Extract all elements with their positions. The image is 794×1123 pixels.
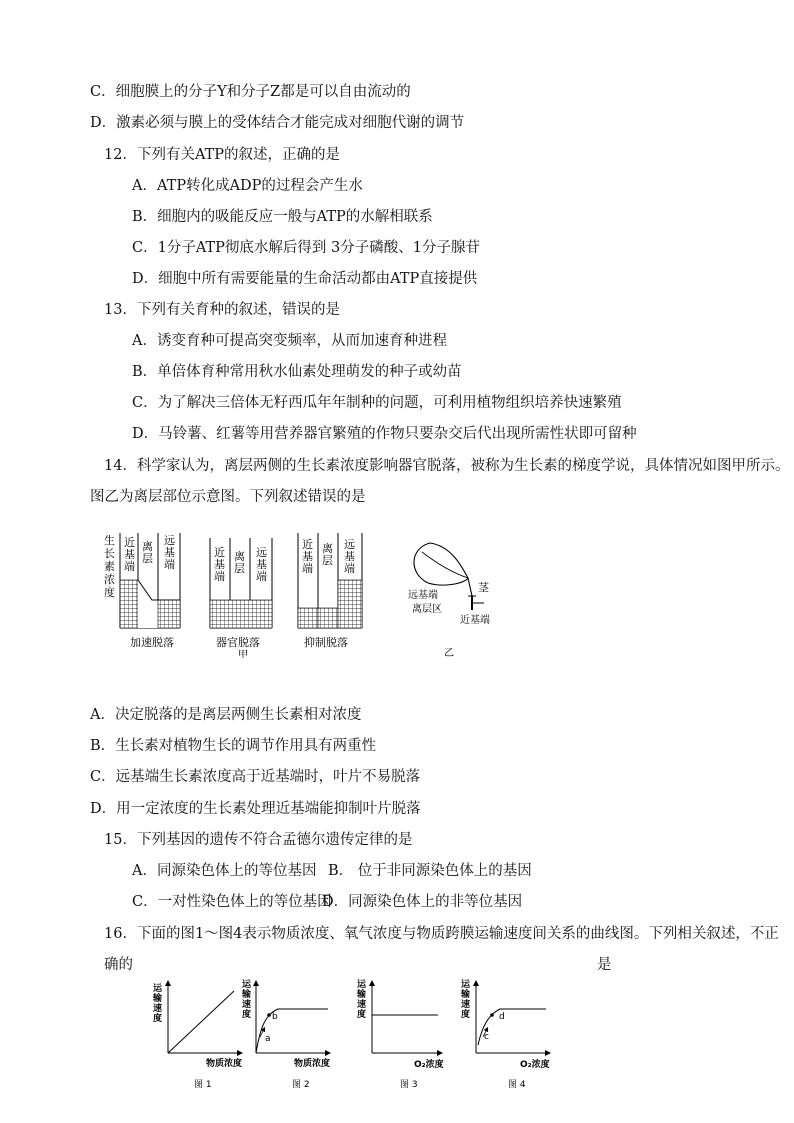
svg-text:端: 端 [344, 562, 355, 575]
q11-option-d: D．激素必须与膜上的受体结合才能完成对细胞代谢的调节 [90, 115, 465, 131]
svg-text:远: 远 [344, 538, 355, 551]
jia-ylabel-char: 长 [104, 547, 115, 560]
q14-option-a: A．决定脱落的是离层两侧生长素相对浓度 [90, 707, 362, 723]
jia-ylabel-char: 浓 [104, 573, 115, 586]
svg-text:基: 基 [214, 558, 225, 571]
svg-text:基: 基 [344, 550, 355, 563]
q12-option-a: A．ATP转化成ADP的过程会产生水 [132, 178, 363, 194]
label-c: c [484, 1032, 489, 1042]
q14-stem-line2: 图乙为离层部位示意图。下列叙述错误的是 [90, 489, 366, 505]
graph-1 [152, 982, 242, 1090]
q15-option-b: B． 位于非同源染色体上的基因 [328, 863, 532, 879]
svg-text:运: 运 [242, 980, 252, 990]
graph4-xlabel: O₂浓度 [520, 1060, 550, 1070]
figure-yi [400, 538, 510, 658]
q13-option-b: B．单倍体育种常用秋水仙素处理萌发的种子或幼苗 [132, 364, 462, 380]
yi-caption: 乙 [444, 648, 454, 658]
q16-stem-line2b: 是 [597, 957, 612, 973]
q15-option-d: D．同源染色体上的非等位基因 [322, 894, 523, 910]
q14-option-b: B．生长素对植物生长的调节作用具有两重性 [90, 738, 377, 754]
svg-text:近: 近 [214, 546, 225, 559]
graph3-xlabel: O₂浓度 [414, 1060, 444, 1070]
q15-option-c: C．一对性染色体上的等位基因 [132, 894, 332, 910]
svg-text:端: 端 [302, 562, 313, 575]
q14-option-c: C．远基端生长素浓度高于近基端时，叶片不易脱落 [90, 769, 421, 785]
svg-text:输: 输 [153, 994, 163, 1004]
svg-text:输: 输 [357, 990, 367, 1000]
svg-text:运: 运 [357, 980, 367, 990]
q12-stem: 12．下列有关ATP的叙述，正确的是 [104, 147, 341, 163]
svg-text:基: 基 [256, 558, 267, 571]
label-b: b [272, 1012, 278, 1022]
svg-text:远: 远 [256, 546, 267, 559]
svg-text:离: 离 [322, 542, 333, 555]
svg-text:层: 层 [142, 552, 153, 565]
yi-far-label: 远基端 [408, 590, 438, 601]
near-label: 近 [124, 536, 135, 549]
q16-stem-line2a: 确的 [104, 957, 133, 973]
label-a: a [265, 1034, 271, 1044]
svg-text:层: 层 [322, 554, 333, 567]
graph3-caption: 图 3 [400, 1080, 418, 1090]
jia-panel-accelerate [120, 533, 180, 649]
graph1-xlabel: 物质浓度 [206, 1059, 243, 1069]
svg-text:速: 速 [242, 1000, 252, 1010]
graph-2 [241, 978, 330, 1090]
q13-option-c: C．为了解决三倍体无籽西瓜年年制种的问题，可利用植物组织培养快速繁殖 [132, 395, 622, 411]
jia-caption: 甲 [238, 650, 248, 658]
yi-zone-label: 离层区 [412, 604, 442, 615]
svg-text:速: 速 [357, 1000, 367, 1010]
jia-panel-inhibit [298, 533, 362, 649]
graph2-xlabel: 物质浓度 [294, 1059, 331, 1069]
svg-text:运: 运 [461, 980, 471, 990]
svg-text:度: 度 [242, 1010, 252, 1020]
svg-text:基: 基 [124, 548, 135, 561]
svg-text:近: 近 [302, 538, 313, 551]
q12-option-c: C．1分子ATP彻底水解后得到 3分子磷酸、1分子腺苷 [132, 240, 480, 256]
svg-text:端: 端 [164, 558, 175, 571]
svg-text:输: 输 [461, 990, 471, 1000]
svg-text:运: 运 [153, 984, 163, 994]
q16-stem-line1: 16．下面的图1～图4表示物质浓度、氧气浓度与物质跨膜运输速度间关系的曲线图。下列相关叙述，不正 [104, 926, 779, 942]
q13-option-d: D．马铃薯、红薯等用营养器官繁殖的作物只要杂交后代出现所需性状即可留种 [132, 426, 637, 442]
svg-text:端: 端 [124, 560, 135, 573]
graph-3 [356, 978, 444, 1090]
q11-option-c: C．细胞膜上的分子Y和分子Z都是可以自由流动的 [90, 84, 411, 100]
svg-text:速: 速 [153, 1004, 163, 1014]
panel2-caption: 器官脱落 [216, 636, 260, 649]
svg-text:基: 基 [302, 550, 313, 563]
svg-text:度: 度 [461, 1010, 471, 1020]
q12-option-d: D．细胞中所有需要能量的生命活动都由ATP直接提供 [132, 271, 478, 287]
panel1-caption: 加速脱落 [130, 636, 174, 649]
figure-jia [100, 528, 400, 658]
jia-panel-organ [210, 538, 272, 658]
svg-text:输: 输 [242, 990, 252, 1000]
svg-text:度: 度 [153, 1014, 163, 1024]
svg-text:离: 离 [234, 550, 245, 563]
yi-stem-label: 茎 [478, 581, 489, 594]
svg-text:速: 速 [461, 1000, 471, 1010]
q12-option-b: B．细胞内的吸能反应一般与ATP的水解相联系 [132, 209, 433, 225]
jia-ylabel-char: 度 [104, 586, 115, 599]
svg-text:度: 度 [357, 1010, 367, 1020]
svg-text:基: 基 [164, 546, 175, 559]
svg-text:端: 端 [214, 570, 225, 583]
graph2-caption: 图 2 [292, 1080, 310, 1090]
q15-stem: 15．下列基因的遗传不符合孟德尔遗传定律的是 [104, 832, 413, 848]
panel3-caption: 抑制脱落 [304, 636, 348, 649]
q14-option-d: D．用一定浓度的生长素处理近基端能抑制叶片脱落 [90, 801, 421, 817]
yi-near-label: 近基端 [460, 615, 490, 626]
graph4-caption: 图 4 [508, 1080, 526, 1090]
jia-ylabel-char: 素 [104, 560, 115, 573]
q16-graphs [148, 975, 568, 1095]
label-d: d [499, 1012, 505, 1022]
q15-option-a: A．同源染色体上的等位基因 [132, 863, 317, 879]
graph1-caption: 图 1 [194, 1080, 212, 1090]
svg-text:端: 端 [256, 570, 267, 583]
svg-text:层: 层 [234, 562, 245, 575]
leaf-icon [414, 543, 472, 596]
graph-4 [460, 978, 550, 1090]
q13-stem: 13．下列有关育种的叙述，错误的是 [104, 302, 340, 318]
jia-ylabel [104, 533, 115, 599]
q14-stem-line1: 14．科学家认为，离层两侧的生长素浓度影响器官脱落，被称为生长素的梯度学说，具体情况如图甲所示。 [104, 458, 790, 474]
far-label: 远 [164, 534, 175, 547]
layer-label: 离 [142, 540, 153, 553]
jia-ylabel-char: 生 [104, 534, 115, 547]
q13-option-a: A．诱变育种可提高突变频率，从而加速育种进程 [132, 333, 447, 349]
